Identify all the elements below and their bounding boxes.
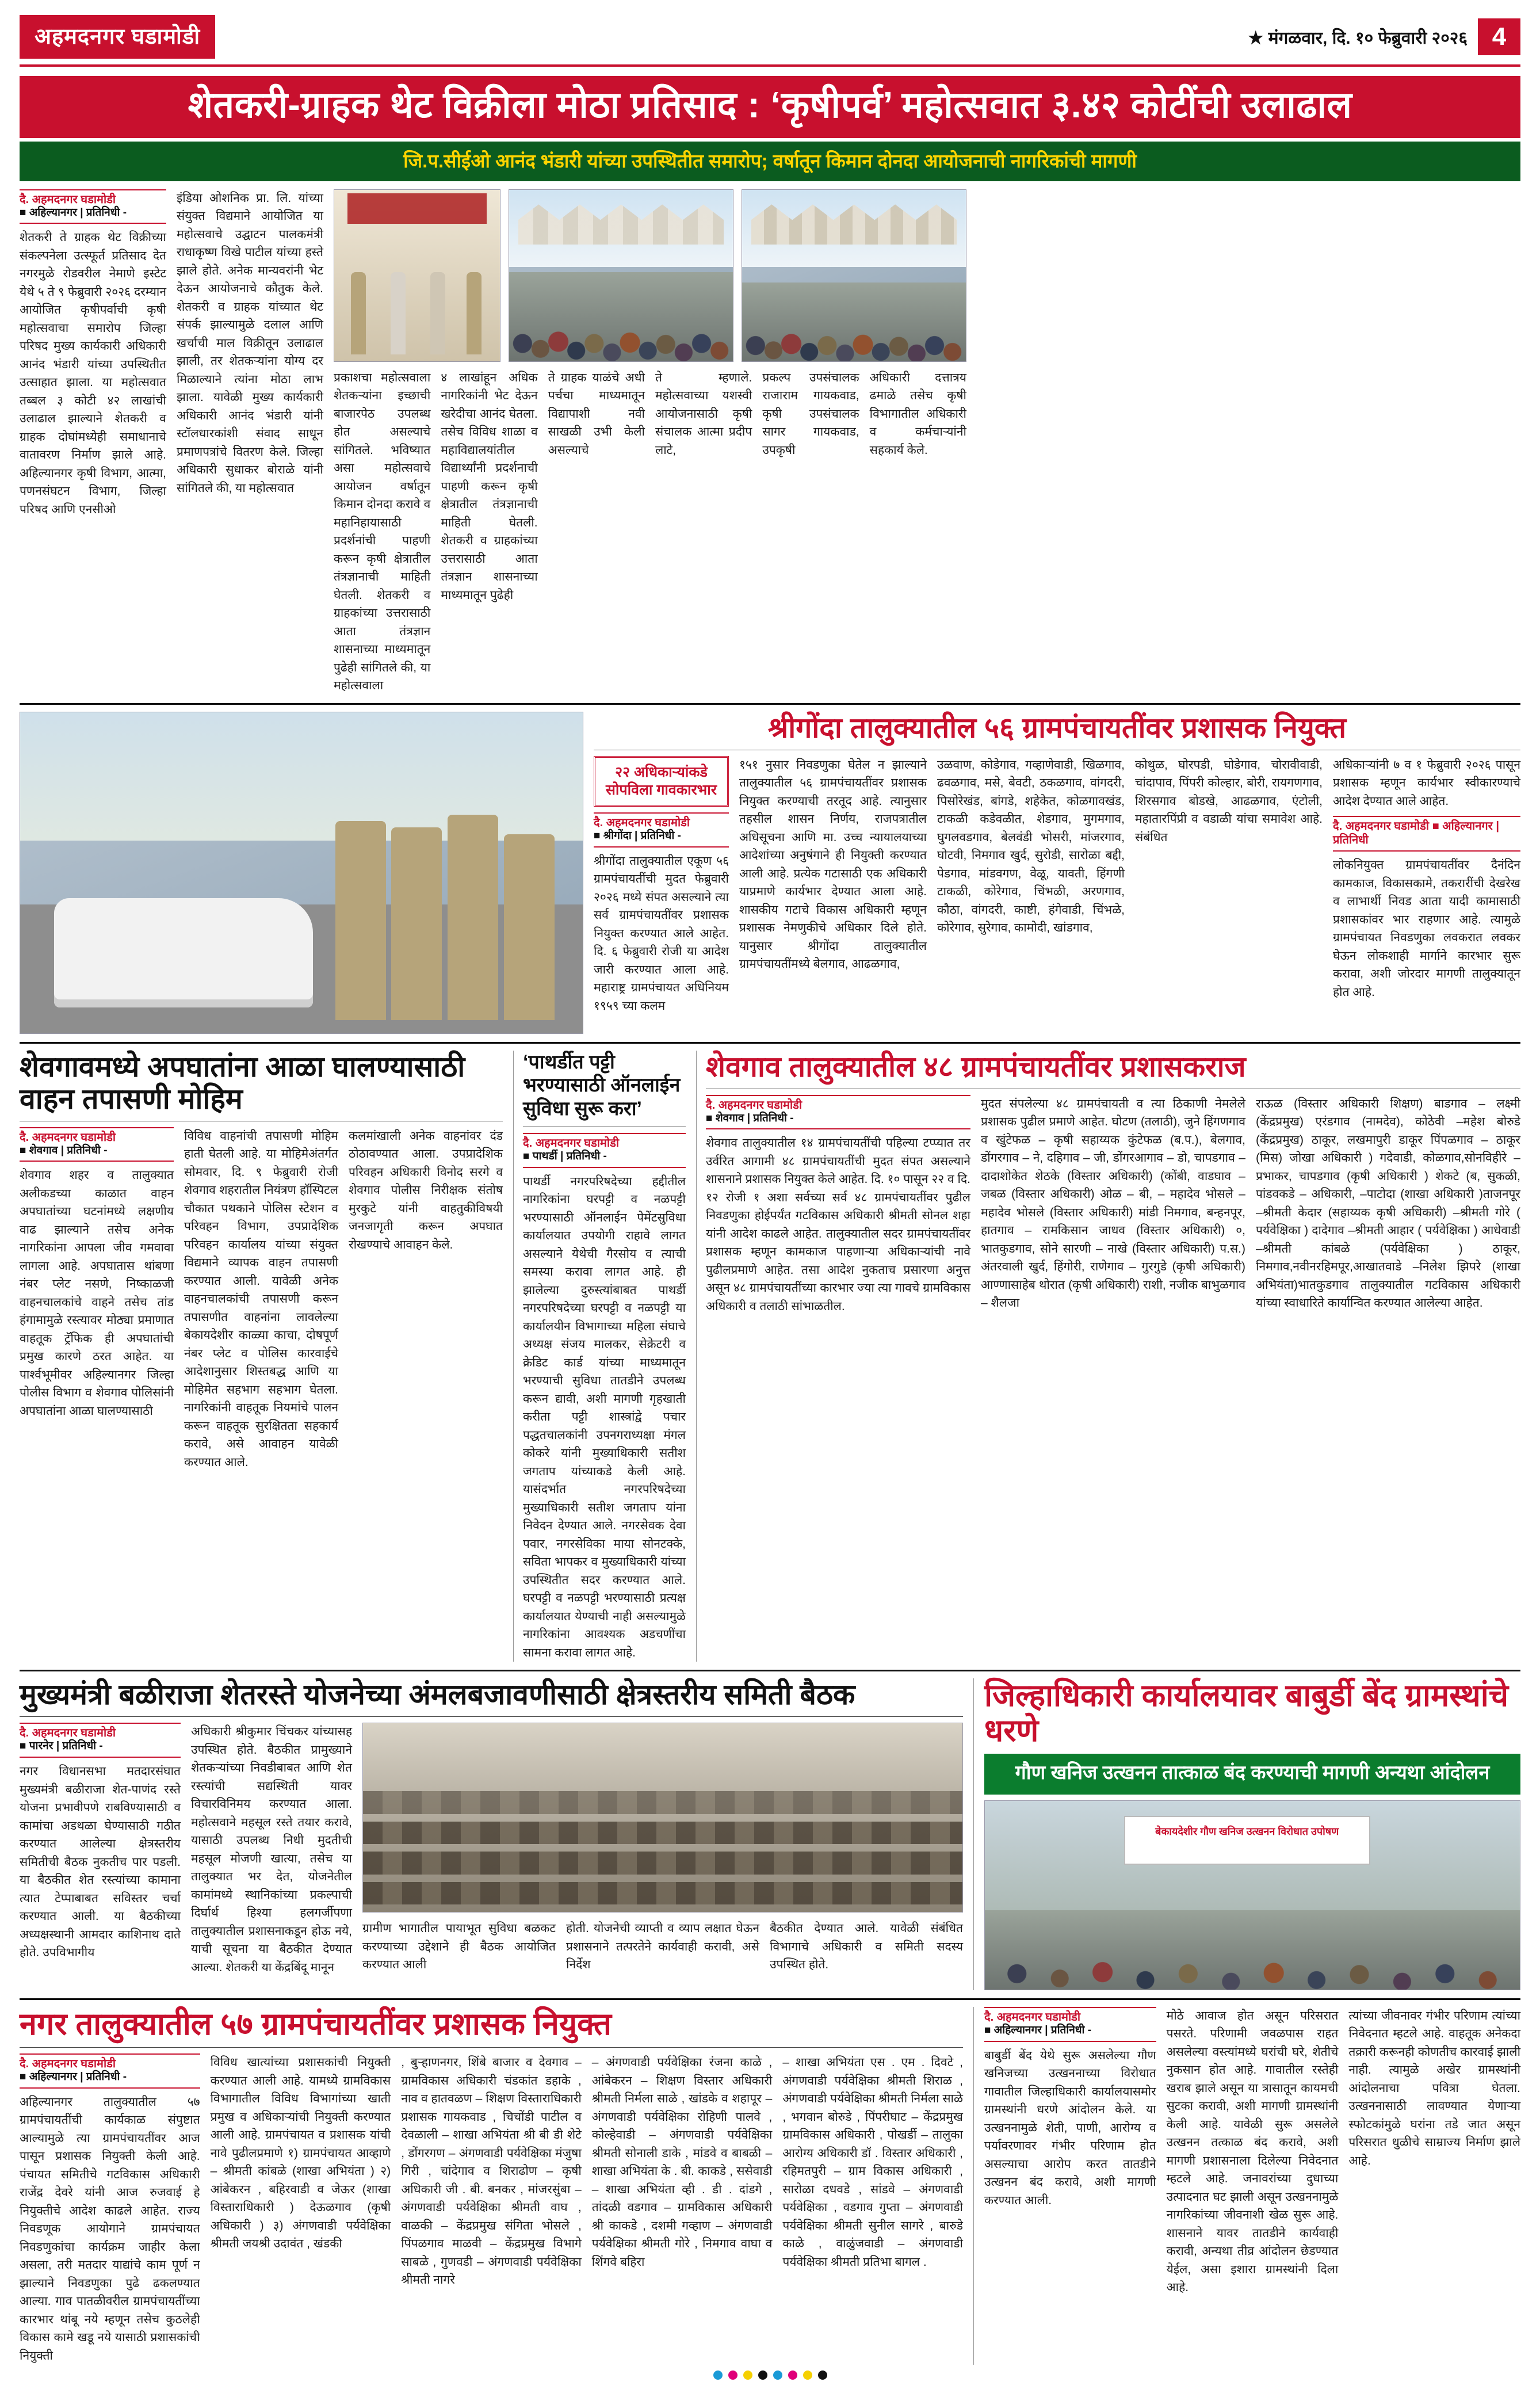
nagar57-block: [20, 2007, 963, 2365]
lead-col-1: [20, 189, 166, 695]
section-shrigonda: [20, 712, 1520, 1034]
byline-place: ■ शेवगाव | प्रतिनिधी -: [20, 1144, 108, 1156]
byline: [1333, 816, 1520, 852]
police-vehicle-check-photo: [20, 712, 583, 1034]
nagar57-body-4: – अंगणवाडी पर्यवेक्षिका रंजना काळे , आंबेकरन – शिक्षण विस्तार अधिकारी श्रीमती निर्मला साळे , खांडके व शहापूर – अंगणवाडी पर्यवेक्षिका रोहिणी पालवे , कोल्हेवाडी – अंगणवाडी पर्यवेक्षिका श्रीमती सोनाली डाके , मांडवे व बाबळी – शाखा अभियंता के . बी. काकडे , ससेवाडी – शाखा अभियंता व्ही . डी . दांडगे , तांदळी वडगाव – ग्रामविकास अधिकारी श्री काकडे , दशमी गव्हाण – अंगणवाडी पर्यवेक्षिका श्रीमती गोरे , निमगाव वाघा व शिंगवे बहिरा: [591, 2056, 773, 2269]
dharane-block: [973, 1678, 1520, 1990]
exhibition-crowd-photo: [509, 189, 733, 362]
section-row-3: [20, 1051, 1520, 1662]
pathardi-body: पाथर्डी नगरपरिषदेच्या हद्दीतील नागरिकांना घरपट्टी व नळपट्टी भरण्यासाठी ऑनलाईन पेमेंटसुविधा कार्यालयात उपयोगी राहावे लागत असल्याने येथेची गैरसोय व त्याची समस्या करावा लागत आहे. ही झालेल्या दुरुस्त्यांबाबत पाथर्डी नगरपरिषदेच्या घरपट्टी व नळपट्टी या कार्यालयीन विभागाच्या महिला संघाचे अध्यक्ष संजय मालकर, सेक्रेटरी व क्रेडिट कार्ड यांच्या माध्यमातून भरण्याची सुविधा तातडीने उपलब्ध करून द्यावी, अशी मागणी गृहखाती करीता पट्टी शास्त्रांद्वे पचार पद्धतचालकांनी उपनगराध्यक्षा मंगल कोकरे यांनी मुख्याधिकारी सतीश जगताप यांच्याकडे केली आहे. यासंदर्भात नगरपरिषदेच्या मुख्याधिकारी सतीश जगताप यांना निवेदन देण्यात आले. नगरसेवक देवा पवार, नगरसेविका माया सोनटक्के, सविता भापकर व मुख्याधिकारी यांच्या उपस्थितीत सदर करण्यात आले. घरपट्टी व नळपट्टी भरण्यासाठी प्रत्यक्ष कार्यालयात येण्याची नाही असल्यामुळे नागरिकांना आवश्यक अडचणींचा सामना करावा लागत आहे.: [523, 1174, 686, 1659]
shrigonda-kicker: २२ अधिकाऱ्यांकडे सोपविला गावकारभार: [594, 756, 729, 807]
cm-committee-body-4: होती. योजनेची व्याप्ती व व्याप लक्षात घेऊन प्रशासनाने तत्परतेने कार्यवाही करावी, असे निर्देश: [566, 1922, 759, 1972]
page-number-badge: 4: [1478, 18, 1520, 55]
nagar57-headline: नगर तालुक्यातील ५७ ग्रामपंचायतींवर प्रशासक नियुक्त: [20, 2006, 612, 2041]
police-photo-block: [20, 712, 583, 1034]
cm-committee-photo-col: [362, 1723, 963, 1976]
byline-paper: दै. अहमदनगर घडामोडी: [20, 193, 116, 206]
byline-place: ■ पारनेर | प्रतिनिधी -: [20, 1740, 103, 1753]
masthead: [20, 15, 1520, 67]
protest-sit-in-photo: [984, 1800, 1520, 1990]
cm-committee-col-1: [20, 1723, 181, 1976]
lead-body-5: ते ग्राहक याळंचे अधी पर्चचा माध्यमातून विद्यापाशी नवी साखळी उभी केली असल्याचे: [548, 371, 645, 457]
shevgaon-vehicle-body-2: विविध वाहनांची तपासणी मोहिम हाती घेतली आहे. या मोहिमेअंतर्गत सोमवार, दि. ९ फेब्रुवारी रोजी शेवगाव शहरातील नियंत्रण हॉस्पिटल चौकात पथकाने पोलिस स्टेशन व परिवहन विभाग, उपप्रादेशिक परिवहन कार्यालय यांच्या संयुक्त विद्यमाने व्यापक वाहन तपासणी करण्यात आली. यावेळी अनेक वाहनचालकांची तपासणी करून तपासणीत वाहनांना लावलेल्या बेकायदेशीर काळ्या काचा, दोषपूर्ण नंबर प्लेट व पोलिस कारवाईचे आदेशानुसार शिस्तबद्ध आणि या मोहिमेत सहभाग सहभाग घेतला. नागरिकांनी वाहतूक नियमांचे पालन करून वाहतूक सुरक्षितता सहकार्य करावे, असे आवाहन यावेळी करण्यात आले.: [184, 1129, 338, 1469]
cm-committee-body-2: अधिकारी श्रीकुमार चिंचकर यांच्यासह उपस्थित होते. बैठकीत प्रामुख्याने शेतकऱ्यांच्या निवडीबाबत आणि शेत रस्त्यांची सद्यस्थिती यावर विचारविनिमय करण्यात आला. महोत्सवाने महसूल रस्ते तयार करावे, यासाठी उपलब्ध निधी मुदतीची महसूल मोजणी खात्या, तसेच या तालुक्यात भर देत, योजनेतील कामांमध्ये स्थानिकांच्या प्रकल्पाची दिर्घार्थ हिश्या हलगर्जीपणा तालुक्यातील प्रशासनाकडून होऊ नये, याची सूचना या बैठकीत देण्यात आल्या. शेतकरी या केंद्रबिंदू मानून: [191, 1725, 352, 1974]
lead-body-2: इंडिया ओशनिक प्रा. लि. यांच्या संयुक्त विद्यमाने आयोजित या महोत्सवाचे उद्घाटन पालकमंत्री राधाकृष्ण विखे पाटील यांच्या हस्ते झाले होते. अनेक मान्यवरांनी भेट देऊन आयोजनाचे कौतुक केले. शेतकरी व ग्राहक यांच्यात थेट संपर्क झाल्यामुळे दलाल आणि खर्चाची माल विक्रीतून उलाढाल झाली, तर शेतकऱ्यांना योग्य दर मिळाल्याने त्यांना मोठा लाभ झाला. यावेळी मुख्य कार्यकारी अधिकारी आनंद भंडारी यांनी स्टॉलधारकांशी संवाद साधून प्रमाणपत्रांचे वितरण केले. जिल्हा अधिकारी सुधाकर बोराळे यांनी सांगितले की, या महोत्सवात: [177, 191, 323, 495]
lead-photo-area: [334, 189, 966, 695]
shrigonda-text-block: [594, 712, 1520, 1034]
felicitation-ceremony-photo: [334, 189, 500, 362]
byline-paper-2: दै. अहमदनगर घडामोडी ■ अहिल्यानगर | प्रतिनिधी: [1333, 820, 1499, 847]
byline-paper: दै. अहमदनगर घडामोडी: [20, 1131, 116, 1144]
byline: [20, 2053, 200, 2089]
lead-body-6: ते म्हणाले. महोत्सवाच्या यशस्वी आयोजनासाठी कृषी संचालक आत्मा प्रदीप लाटे,: [655, 371, 752, 457]
cm-committee-body-3: ग्रामीण भागातील पायाभूत सुविधा बळकट करण्याच्या उद्देशाने ही बैठक आयोजित करण्यात आली: [362, 1922, 556, 1972]
shevgaon48-headline: शेवगाव तालुक्यातील ४८ ग्रामपंचायतींवर प्रशासकराज: [706, 1050, 1246, 1083]
dharane-body-1: बाबुर्डी बेंद येथे सुरू असलेल्या गौण खनिजच्या उत्खननाच्या विरोधात गावातील जिल्हाधिकारी कार्यालयासमोर ग्रामस्थांनी धरणे आंदोलन केले. या उत्खननामुळे शेती, पाणी, आरोग्य व पर्यावरणावर गंभीर परिणाम होत असल्याचा आरोप करत तातडीने उत्खनन बंद करावे, अशी मागणी करण्यात आली.: [984, 2048, 1156, 2207]
shrigonda-body-1: श्रीगोंदा तालुक्यातील एकूण ५६ ग्रामपंचायतींची मुदत फेब्रुवारी २०२६ मध्ये संपत असल्याने त्या सर्व ग्रामपंचायतींवर प्रशासक नियुक्त करण्यात आले आहेत. दि. ६ फेब्रुवारी रोजी या आदेश जारी करण्यात आला आहे. महाराष्ट्र ग्रामपंचायत अधिनियम १९५९ च्या कलम: [594, 854, 729, 1013]
protest-placard: [1124, 1816, 1370, 1865]
masthead-right: [1248, 18, 1520, 55]
cm-committee-body-1: नगर विधानसभा मतदारसंघात मुख्यमंत्री बळीराजा शेत-पाणंद रस्ते योजना प्रभावीपणे राबविण्यासाठी व कामांचा अडथळा घेण्यासाठी गठीत करण्यात आलेल्या क्षेत्रस्तरीय समितीची बैठक नुकतीच पार पडली. या बैठकीत शेत रस्त्यांच्या कामाना त्यात टेप्पाबाबत सविस्तर चर्चा करण्यात आली. या बैठकीच्या अध्यक्षस्थानी आमदार काशिनाथ दाते होते. उपविभागीय: [20, 1765, 181, 1960]
byline-paper: दै. अहमदनगर घडामोडी: [20, 1727, 116, 1740]
committee-meeting-photo: [362, 1723, 963, 1913]
divider-1: [20, 703, 1520, 705]
shevgaon-vehicle-body-1: शेवगाव शहर व तालुक्यात अलीकडच्या काळात वाहन अपघातांच्या घटनांमध्ये लक्षणीय वाढ झाल्याने तसेच अनेक नागरिकांना आपला जीव गमवावा लागला आहे. अपघातास थांबणा नंबर प्लेट नसणे, निष्काळजी वाहनचालकांचे वाहने तसेच तांड हंगामामुळे रस्त्यावर मोठ्या प्रमाणात वाहतूक ट्रॅफिक ही अपघातांची प्रमुख कारणे ठरत आहेत. या पार्श्वभूमीवर अहिल्यानगर जिल्हा पोलीस विभाग व शेवगाव पोलिसांनी अपघातांना आळा घालण्यासाठी: [20, 1169, 174, 1418]
shevgaon-vehicle-headline: शेवगावमध्ये अपघातांना आळा घालण्यासाठी वाहन तपासणी मोहिम: [20, 1050, 465, 1115]
byline: [594, 812, 729, 848]
byline-paper: दै. अहमदनगर घडामोडी: [706, 1098, 803, 1112]
byline-place: ■ पाथर्डी | प्रतिनिधी -: [523, 1150, 607, 1162]
byline: [706, 1095, 970, 1130]
byline-place: ■ शेवगाव | प्रतिनिधी -: [706, 1112, 794, 1124]
protest-placard-text: बेकायदेशीर गौण खनिज उत्खनन विरोधात उपोषण: [1155, 1825, 1339, 1837]
dharane-body-2: मोठे आवाज होत असून परिसरात पसरते. परिणामी जवळपास राहत असलेल्या वस्त्यांमध्ये घरांची घरे, शेतीचे नुकसान होत आहे. गावातील रस्तेही खराब झाले असून या त्रासातून कायमची सुटका करावी, अशी मागणी ग्रामस्थांनी केली आहे. यावेळी सुरू असलेले उत्खनन तत्काळ बंद करावे, अशी मागणी प्रशासनाला दिलेल्या निवेदनात म्हटले आहे. जनावरांच्या दुधाच्या उत्पादनात घट झाली असून उत्खननामुळे नागरिकांच्या जीवनाशी खेळ सुरू आहे. शासनाने यावर तातडीने कार्यवाही करावी, अन्यथा तीव्र आंदोलन छेडण्यात येईल, असा इशारा ग्रामस्थांनी दिला आहे.: [1166, 2009, 1339, 2295]
dharane-body-3: त्यांच्या जीवनावर गंभीर परिणाम त्यांच्या निवेदनात म्हटले आहे. वाहतूक अनेकदा तक्रारी करूनही कोणतीच कारवाई झाली नाही. त्यामुळे अखेर ग्रामस्थांनी आंदोलनाचा पवित्रा घेतला. उत्खननासाठी लावण्यात येणाऱ्या स्फोटकांमुळे घरांना तडे जात असून परिसरात धुळीचे साम्राज्य निर्माण झाले आहे.: [1348, 2009, 1521, 2167]
shevgaon48-block: [696, 1051, 1520, 1662]
lead-body-8: अधिकारी दत्तात्रय ढमाळे तसेच कृषी विभागातील अधिकारी व कर्मचाऱ्यांनी सहकार्य केले.: [869, 371, 966, 457]
pathardi-headline: ‘पाथर्डीत पट्टी भरण्यासाठी ऑनलाईन सुविधा सुरू करा’: [523, 1051, 681, 1120]
nagar57-body-5: – शाखा अभियंता एस . एम . दिवटे , अंगणवाडी पर्यवेक्षिका श्रीमती शिराळ , अंगणवाडी पर्यवेक्षिका श्रीमती निर्मला साळे , भगवान बोरुडे , पिंपरीघाट – केंद्रप्रमुख ग्रामविकास अधिकारी , पोखर्डी – तालुका आरोग्य अधिकारी डॉ . विस्तार अधिकारी , रहिमतपुरी – ग्राम विकास अधिकारी , सारोळा दधवडे , सांडवे – अंगणवाडी पर्यवेक्षिका , वडगाव गुप्ता – अंगणवाडी पर्यवेक्षिका श्रीमती सुनील सागरे , बारुडे काळे , वाळुंजवाडी – अंगणवाडी पर्यवेक्षिका श्रीमती प्रतिभा बागल .: [782, 2056, 963, 2269]
divider-3: [20, 1670, 1520, 1671]
shrigonda-body-6: लोकनियुक्त ग्रामपंचायतींवर दैनंदिन कामकाज, विकासकामे, तकरारींची देखरेख व लाभार्थी निवड आता यादी कामासाठी प्रशासकांवर भार राहणार आहे. त्यामुळे ग्रामपंचायत निवडणुका लवकरात लवकर घेऊन लोकशाही मार्गाने कारभार सुरू करावा, अशी जोरदार मागणी तालुक्यातून होत आहे.: [1333, 858, 1520, 999]
section-row-5: [20, 2007, 1520, 2365]
byline-place: ■ अहिल्यानगर | प्रतिनिधी -: [20, 2071, 127, 2083]
byline: [984, 2007, 1156, 2042]
dateline: ★ मंगळवार, दि. १० फेब्रुवारी २०२६: [1248, 28, 1468, 48]
color-registration-marks: [20, 2365, 1520, 2382]
cm-committee-body-5: बैठकीत देण्यात आले. यावेळी संबंधित विभागाचे अधिकारी व समिती सदस्य उपस्थित होते.: [770, 1922, 963, 1972]
byline: [523, 1133, 686, 1168]
nagar57-body-3: , बुऱ्हाणनगर, शिंबे बाजार व देवगाव – ग्रामविकास अधिकारी चंडकांत डहाके , नाव व हातवळण – शिक्षण विस्ताराधिकारी प्रशासक गायकवाड , चिचोंडी पाटील व देवळाली – शाखा अभियंता श्री बी डी शेटे , डोंगरगण – अंगणवाडी पर्यवेक्षिका मंजुषा गिरी , चांदेगाव व शिराढोण – कृषी अधिकारी जी . बी. बनकर , मांजरसुंबा – अंगणवाडी पर्यवेक्षिका श्रीमती वाघ , वाळकी – केंद्रप्रमुख संगिता भोसले , पिंपळगाव माळवी – केंद्रप्रमुख विभागे साबळे , गुणवडी – अंगणवाडी पर्यवेक्षिका श्रीमती नागरे: [401, 2056, 582, 2287]
pathardi-block: [513, 1051, 686, 1662]
dharane-text-block: [973, 2007, 1520, 2365]
lead-story-columns: [20, 189, 1520, 695]
section-row-4: [20, 1678, 1520, 1990]
dharane-subband: गौण खनिज उत्खनन तात्काळ बंद करण्याची मागणी अन्यथा आंदोलन: [984, 1754, 1520, 1795]
divider-4: [20, 1998, 1520, 2000]
byline-place: ■ अहिल्यानगर | प्रतिनिधी -: [984, 2024, 1092, 2036]
dharane-col-1: [984, 2007, 1156, 2297]
byline-place: ■ श्रीगोंदा | प्रतिनिधी -: [594, 830, 681, 842]
cm-committee-headline: मुख्यमंत्री बळीराजा शेतरस्ते योजनेच्या अंमलबजावणीसाठी क्षेत्रस्तरीय समिती बैठक: [20, 1678, 855, 1711]
divider-2: [20, 1042, 1520, 1044]
byline-paper: दै. अहमदनगर घडामोडी: [984, 2010, 1081, 2024]
shrigonda-body-3: उळवाण, कोडेगाव, गव्हाणेवाडी, खिळगाव, ढवळगाव, मसे, बेवटी, ठकळगाव, वांगदरी, पिसोरेखंड, बांगडे, शहेकेत, कोळगावखंड, टाकळी कडेवळीत, शेडगाव, मुगमगाव, घुगलवडगाव, बेलवंडी भोसरी, मांजरगाव, घोटवी, निमगाव खुर्द, सुरोडी, सारोळा बद्दी, पेडगाव, मांडवगण, वेळू, यावती, हिंगणी टाकळी, कोरेगाव, चिंभळी, अरणगाव, कौठा, वांगदरी, काष्टी, हंगेवाडी, चिंभळे, कोरेगाव, सुरेगाव, कामोदी, खांडगाव,: [937, 758, 1125, 935]
shevgaon-vehicle-body-3: कलमांखाली अनेक वाहनांवर दंड ठोठावण्यात आला. उपप्रादेशिक परिवहन अधिकारी विनोद सरगे व शेवगाव पोलीस निरीक्षक संतोष मुरकुटे यांनी वाहतुकीविषयी जनजागृती करून अपघात रोखण्याचे आवाहन केले.: [349, 1129, 503, 1251]
lead-subheadline: जि.प.सीईओ आनंद भंडारी यांच्या उपस्थितीत समारोप; वर्षातून किमान दोनदा आयोजनाची नागरिकांची मागणी: [20, 142, 1520, 181]
shrigonda-body-5: अधिकाऱ्यांनी ७ व १ फेब्रुवारी २०२६ पासून प्रशासक म्हणून कार्यभार स्वीकारण्याचे आदेश देण्यात आले आहेत.: [1333, 758, 1520, 808]
shevgaon-vehicle-col-1: [20, 1127, 174, 1472]
byline: [20, 1723, 181, 1758]
shrigonda-body-2: १५१ नुसार निवडणुका घेतेल न झाल्याने तालुक्यातील ५६ ग्रामपंचायतींवर प्रशासक नियुक्त करण्याची तरतूद आहे. त्यानुसार तहसील शासन निर्णय, राजपत्रातील अधिसूचना आणि मा. उच्च न्यायालयाच्या आदेशांच्या अनुषंगाने ही नियुक्ती करण्यात आली आहे. प्रत्येक गटासाठी एक अधिकारी याप्रमाणे कार्यभार देण्यात आला आहे. शासकीय गटाचे विकास अधिकारी म्हणून प्रशासक नेमणुकीचे अधिकार दिले होते. यानुसार श्रीगोंदा तालुक्यातील ग्रामपंचायतींमध्ये बेलगाव, आढळगाव,: [739, 758, 927, 971]
shevgaon-vehicle-block: [20, 1051, 503, 1662]
shevgaon48-body-2: मुदत संपलेल्या ४८ ग्रामपंचायती व त्या ठिकाणी नेमलेले प्रशासक पुढील प्रमाणे आहेत. घोटण (तलाठी), जुने हिंगणगाव व खुंटेफळ – कृषी सहाय्यक कुंटेफळ (ब.प.), बेलगाव, डोंगरगाव – ने, दहिगाव – जी, डोंगरआगाव – डो, चापडगाव – दादाशोकेत शेठके (विस्तार अधिकारी) (कोंबी, वाडघाव – जबळ (विस्तार अधिकारी) ओळ – बी, – महादेव भोसले – महादेव भोसले (विस्तार अधिकारी) मांडी निमगाव, बन्हनपूर, हातगाव – रामकिसान जाधव (विस्तार अधिकारी) ०, भातकुडगाव, सोने सारणी – नाखे (विस्तार अधिकारी) प.स.) अंतरवाली खुर्द, हिंगोरी, राणेगाव – गुरगुडे (कृषी अधिकारी) आण्णासाहेब थोरात (कृषी अधिकारी) राशी, नजीक बाभुळगाव – शैलजा: [981, 1097, 1245, 1310]
shrigonda-col-5: [1333, 756, 1520, 1016]
shrigonda-headline: श्रीगोंदा तालुक्यातील ५६ ग्रामपंचायतींवर प्रशासक नियुक्त: [767, 711, 1347, 744]
byline-paper: दै. अहमदनगर घडामोडी: [20, 2058, 116, 2071]
lead-headline: शेतकरी-ग्राहक थेट विक्रीला मोठा प्रतिसाद : ‘कृषीपर्व’ महोत्सवात ३.४२ कोटींची उलाढाल: [20, 76, 1520, 138]
nagar57-col-1: [20, 2053, 200, 2365]
lead-col-2: [177, 189, 323, 695]
lead-body-4: ४ लाखांहून अधिक नागरिकांनी भेट देऊन खरेदीचा आनंद घेतला. तसेच विविध शाळा व महाविद्यालयांतील विद्यार्थ्यांनी प्रदर्शनाची पाहणी करून कृषी क्षेत्रातील तंत्रज्ञानाची माहिती घेतली. शेतकरी व ग्राहकांच्या उत्तरासाठी आता तंत्रज्ञान शासनाच्या माध्यमातून पुढेही: [441, 371, 538, 602]
publication-logo: अहमदनगर घडामोडी: [20, 15, 215, 59]
lead-body-3: प्रकाशचा महोत्सवाला शेतकऱ्यांना इच्छाची बाजारपेठ उपलब्ध होत असल्याचे सांगितले. भविष्यात असा महोत्सवाचे आयोजन वर्षातून किमान दोनदा करावे व महानिहायासाठी प्रदर्शनांची पाहणी करून कृषी क्षेत्रातील तंत्रज्ञानाची माहिती घेतली. शेतकरी व ग्राहकांच्या उत्तरासाठी आता तंत्रज्ञान शासनाच्या माध्यमातून पुढेही सांगितले की, या महोत्सवाला: [334, 371, 431, 693]
byline: [20, 189, 166, 224]
dharane-headline: जिल्हाधिकारी कार्यालयावर बाबुर्डी बेंद ग्रामस्थांचे धरणे: [984, 1678, 1508, 1748]
shrigonda-body-4: कोथुळ, घोरपडी, घोडेगाव, चोरावीवाडी, चांदापाव, पिंपरी कोल्हार, बोरी, रायगणगाव, शिरसगाव बोडखे, आढळगाव, एंटोली, महातारपिंप्री व वडाळी यांचा समावेश आहे. संबंधित: [1135, 758, 1323, 844]
byline-paper: दै. अहमदनगर घडामोडी: [594, 816, 690, 830]
cm-committee-block: [20, 1678, 963, 1990]
shevgaon48-body-3: राऊळ (विस्तार अधिकारी शिक्षण) बाडगाव – लक्ष्मी (केंद्रप्रमुख) एरंडगाव (नामदेव), कोठेवी –महेश बोरुडे (केंद्रप्रमुख) ठाकूर, लखमापुरी डाकूर पिंपळगाव – ठाकूर (मिस) जोखा अधिकारी ) गदेवाडी, कोळगाव,सोनविहीरे – प्रभाकर, चापडगाव (कृषी अधिकारी ) शेकटे (ब, सुकळी, पांडवकडे – अधिकारी, –पाटोदा (शाखा अधिकारी )ताजनपूर –श्रीमती केदार (सहाय्यक कृषी अधिकारी) –श्रीमती गोरे ( पर्यवेक्षिका ) दादेगाव –श्रीमती आहार ( पर्यवेक्षिका ) आधेवाडी –श्रीमती कांबळे (पर्यवेक्षिका ) ठाकूर, निमगाव,नवीनरहिमपूर,आखातवाडे –निलेश झिपरे (शाखा अभियंता)भातकुडगाव तालुक्यातील गटविकास अधिकारी यांच्या स्वाधारिते कार्यान्वित करण्यात आलेल्या आहेत.: [1256, 1097, 1520, 1310]
byline: [20, 1127, 174, 1162]
lead-body-7: प्रकल्प उपसंचालक राजाराम गायकवाड, कृषी उपसंचालक सागर गायकवाड, उपकृषी: [762, 371, 859, 457]
byline-paper: दै. अहमदनगर घडामोडी: [523, 1136, 620, 1150]
nagar57-body-2: विविध खात्यांच्या प्रशासकांची नियुक्ती करण्यात आली आहे. यामध्ये ग्रामविकास विभागातील विविध विभागांच्या खाती प्रमुख व अधिकाऱ्यांची नियुक्ती करण्यात आली आहे. ग्रामपंचायत व प्रशासक यांची नावे पुढीलप्रमाणे १) ग्रामपंचायत आव्हाणे – श्रीमती कांबळे (शाखा अभियंता ) २) आंबेकरन , बहिरवाडी व जेऊर (शाखा विस्ताराधिकारी ) देऊळगाव (कृषी अधिकारी ) ३) अंगणवाडी पर्यवेक्षिका श्रीमती जयश्री उदावंत , खंडकी: [210, 2056, 391, 2251]
shevgaon48-col-1: [706, 1095, 970, 1316]
bullock-cart-stall-photo: [742, 189, 966, 362]
nagar57-body-1: अहिल्यानगर तालुक्यातील ५७ ग्रामपंचायतींची कार्यकाळ संपुष्टात आल्यामुळे त्या ग्रामपंचायतींवर आज पासून प्रशासक नियुक्ती केली आहे. पंचायत समितीचे गटविकास अधिकारी राजेंद्र देवरे यांनी आज रुजवाई हे नियुक्तीचे आदेश काढले आहेत. राज्य निवडणूक आयोगाने ग्रामपंचायत निवडणुकांचा कार्यक्रम जाहीर केला असला, तरी मतदार याद्यांचे काम पूर्ण न झाल्याने निवडणुका पुढे ढकलण्यात आल्या. गाव पातळीवरील ग्रामपंचायतींच्या कारभार थांबू नये म्हणून तसेच कुठलेही विकास कामे खडू नये यासाठी प्रशासकांची नियुक्ती: [20, 2095, 200, 2362]
shrigonda-col-1: [594, 756, 729, 1016]
shevgaon48-body-1: शेवगाव तालुक्यातील १४ ग्रामपंचायतींची पहिल्या टप्प्यात तर उर्वरित आगामी ४८ ग्रामपंचायतींची मुदत संपत असल्याने शासनाने प्रशासक नियुक्त केले आहेत. दि. १० पासून २२ व दि. १२ रोजी १ अशा सर्वच्या सर्व ४८ ग्रामपंचायतींवर पुढील निवडणुका होईपर्यंत गटविकास अधिकारी श्रीमती सोनल शहा यांनी आदेश काढले आहेत. तालुक्यातील सदर ग्रामपंचायतींवर प्रशासक म्हणून कामकाज पाहणाऱ्या अधिकाऱ्यांची नावे पुढीलप्रमाणे आहेत. तसा आदेश नुकताच प्रसारणा अनुत्त असून ४८ ग्रामपंचायतींच्या कारभार ज्या त्या गावचे ग्रामविकास अधिकारी व तलाठी सांभाळतील.: [706, 1136, 970, 1313]
lead-body-1: शेतकरी ते ग्राहक थेट विक्रीच्या संकल्पनेला उत्स्फूर्त प्रतिसाद देत नगरमुळे रोडवरील नेमाणे इस्टेट येथे ५ ते ९ फेब्रुवारी २०२६ दरम्यान आयोजित कृषीपर्वाची कृषी महोत्सवाचा समारोप जिल्हा परिषद मुख्य कार्यकारी अधिकारी आनंद भंडारी यांच्या उपस्थितीत उत्साहात झाला. या महोत्सवात तब्बल ३ कोटी ४२ लाखांची उलाढाल झाल्याने शेतकरी व ग्राहक दोघांमध्येही समाधानाचे वातावरण निर्माण झाले आहे. अहिल्यानगर कृषी विभाग, आत्मा, पणनसंघटन विभाग, जिल्हा परिषद आणि एनसीओ: [20, 231, 166, 516]
byline-place: ■ अहिल्यानगर | प्रतिनिधी -: [20, 206, 127, 219]
